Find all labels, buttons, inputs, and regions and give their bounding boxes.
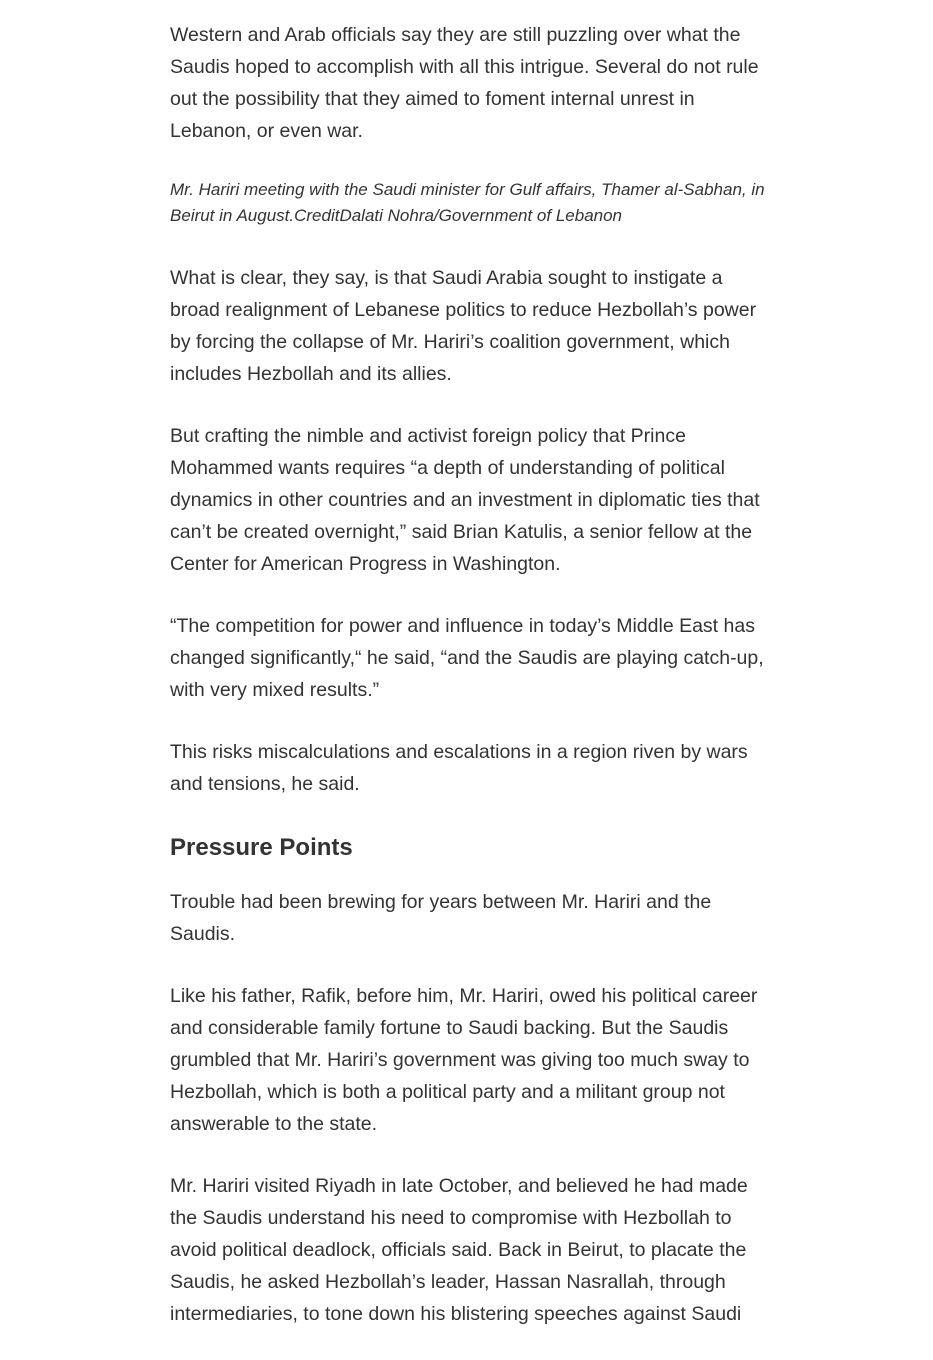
article-paragraph: Mr. Hariri visited Riyadh in late October, and believed he had made the Saudis understand his need to compromise with Hezbollah to avoid political deadlock, officials said. Back in Beirut, to placate the Saudis, he asked Hezbollah’s leader, Hassan Nasrallah, through intermediaries, to tone down his blistering speeches against Saudi	[170, 1175, 748, 1325]
section-heading: Pressure Points	[170, 834, 353, 861]
article-paragraph: Western and Arab officials say they are still puzzling over what the Saudis hoped to accomplish with all this intrigue. Several do not rule out the possibility that they aimed to foment internal unrest in Lebanon, or even war.	[170, 24, 759, 142]
article-paragraph: But crafting the nimble and activist foreign policy that Prince Mohammed wants requires “a depth of understanding of political dynamics in other countries and an investment in diplomatic ties that can’t be created overnight,” said Brian Katulis, a senior fellow at the Center for American Progress in Washington.	[170, 425, 760, 575]
article-paragraph: What is clear, they say, is that Saudi Arabia sought to instigate a broad realignment of Lebanese politics to reduce Hezbollah’s power by forcing the collapse of Mr. Hariri’s coalition government, which includes Hezbollah and its allies.	[170, 267, 757, 385]
article-paragraph: This risks miscalculations and escalations in a region riven by wars and tensions, he said.	[170, 741, 748, 795]
article-paragraph: Trouble had been brewing for years between Mr. Hariri and the Saudis.	[170, 891, 712, 945]
article-body	[170, 19, 775, 1360]
photo-caption: Mr. Hariri meeting with the Saudi minister for Gulf affairs, Thamer al-Sabhan, in Beirut in August.CreditDalati Nohra/Government of Lebanon	[170, 180, 765, 225]
article-paragraph: Like his father, Rafik, before him, Mr. Hariri, owed his political career and considerable family fortune to Saudi backing. But the Saudis grumbled that Mr. Hariri’s government was giving too much sway to Hezbollah, which is both a political party and a militant group not answerable to the state.	[170, 985, 758, 1135]
article-paragraph: “The competition for power and influence in today’s Middle East has changed significantly,“ he said, “and the Saudis are playing catch-up, with very mixed results.”	[170, 615, 764, 701]
